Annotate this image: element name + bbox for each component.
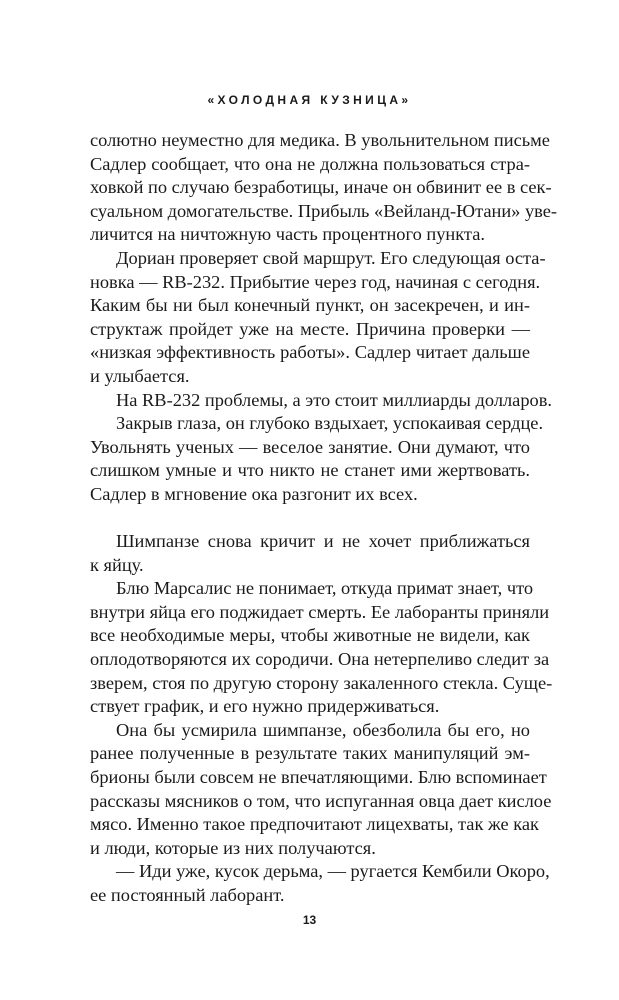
page-number: 13 xyxy=(302,913,317,927)
paragraph xyxy=(90,247,546,389)
text-line: и улыбается. xyxy=(90,365,190,386)
text-line: Закрыв глаза, он глубоко вздыхает, успокаивая сердце. xyxy=(116,413,544,434)
text-line: солютно неуместно для медика. В увольнительном письме xyxy=(90,130,550,150)
text-line: «низкая эффективность работы». Садлер читает дальше xyxy=(90,342,530,363)
paragraph xyxy=(90,860,550,907)
text-line: Садлер сообщает, что она не должна пользоваться стра- xyxy=(90,153,530,174)
text-line: Она бы усмирила шимпанзе, обезболила бы его, но xyxy=(116,719,530,740)
text-line: — Иди уже, кусок дерьма, — ругается Кембили Окоро, xyxy=(116,861,550,882)
body-text xyxy=(90,129,558,908)
paragraph xyxy=(90,530,530,577)
paragraph xyxy=(90,412,544,506)
text-line: оплодотворяются их сородичи. Она нетерпеливо следит за xyxy=(90,649,550,670)
text-line: Шимпанзе снова кричит и не хочет приближаться xyxy=(116,531,530,552)
text-line: Дориан проверяет свой маршрут. Его следующая оста- xyxy=(116,247,546,268)
text-line: На RB-232 проблемы, а это стоит миллиарды долларов. xyxy=(116,389,553,410)
text-line: Садлер в мгновение ока разгонит их всех. xyxy=(90,483,418,504)
paragraph xyxy=(90,577,553,719)
text-line: слишком умные и что никто не станет ими жертвовать. xyxy=(90,460,530,481)
paragraph xyxy=(90,129,558,247)
text-line: новка — RB-232. Прибытие через год, начиная с сегодня. xyxy=(90,271,541,292)
text-line: все необходимые меры, чтобы животные не видели, как xyxy=(90,625,530,646)
text-line: мясо. Именно такое предпочитают лицехваты, так же как xyxy=(90,814,539,835)
paragraph xyxy=(90,389,553,413)
text-line: суальном домогательстве. Прибыль «Вейланд-Ютани» уве- xyxy=(90,200,558,221)
text-line: и люди, которые из них получаются. xyxy=(90,837,376,858)
paragraph xyxy=(90,719,552,861)
text-line: ствует график, и его нужно придерживаться. xyxy=(90,696,440,717)
text-line: Каким бы ни был конечный пункт, он засекречен, и ин- xyxy=(90,295,530,316)
text-line: ранее полученные в результате таких манипуляций эм- xyxy=(90,743,530,764)
text-line: Блю Марсалис не понимает, откуда примат знает, что xyxy=(116,578,534,599)
running-title: «ХОЛОДНАЯ КУЗНИЦА» xyxy=(207,93,412,107)
text-line: Увольнять ученых — веселое занятие. Они думают, что xyxy=(90,436,530,457)
text-line: ее постоянный лаборант. xyxy=(90,885,285,905)
text-line: ховкой по случаю безработицы, иначе он обвинит ее в сек- xyxy=(90,177,552,198)
section-break xyxy=(90,507,530,531)
text-line: структаж пройдет уже на месте. Причина проверки — xyxy=(90,318,530,339)
text-line: личится на ничтожную часть процентного пункта. xyxy=(90,224,485,245)
text-line: к яйцу. xyxy=(90,554,144,575)
text-line: рассказы мясников о том, что испуганная овца дает кислое xyxy=(90,790,552,811)
text-line: зверем, стоя по другую сторону закаленного стекла. Суще- xyxy=(90,672,553,693)
text-line: брионы были совсем не впечатляющими. Блю вспоминает xyxy=(90,767,547,788)
text-line: внутри яйца его поджидает смерть. Ее лаборанты приняли xyxy=(90,601,550,622)
